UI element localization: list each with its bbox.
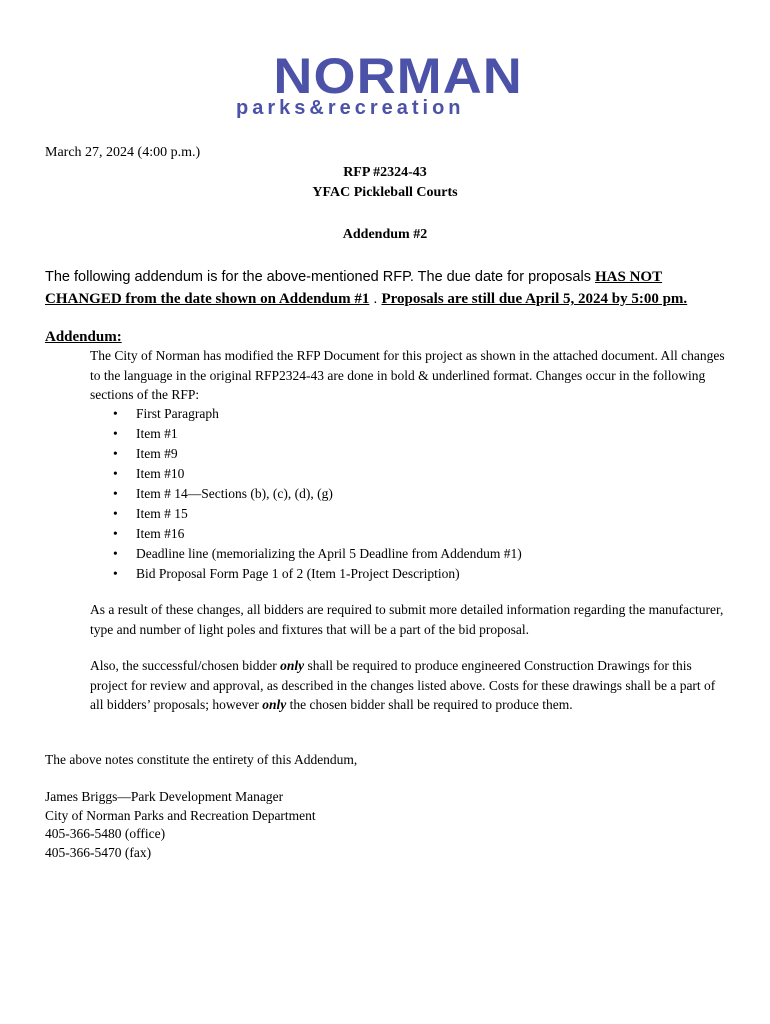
list-item: • Item # 15 [113, 506, 188, 521]
intro-not-changed: HAS NOT CHANGED from the date shown on Addendum #1 [45, 269, 663, 307]
modified-paragraph: The City of Norman has modified the RFP Document for this project as shown in the attached document. All changes to the language in the original RFP2324-43 are done in bold & underlined format. Changes occur in the following sections of the RFP: [90, 348, 725, 402]
list-item: • First Paragraph [113, 406, 219, 421]
result-paragraph: As a result of these changes, all bidders are required to submit more detailed information regarding the manufacturer, type and number of light poles and fixtures that will be a part of the bid proposal. [90, 602, 724, 637]
document-date: March 27, 2024 (4:00 p.m.) [45, 145, 201, 160]
list-item: • Deadline line (memorializing the April 5 Deadline from Addendum #1) [113, 546, 522, 561]
list-item: • Item #16 [113, 526, 185, 541]
office-phone: 405-366-5480 (office) [45, 826, 166, 841]
intro-paragraph [45, 266, 735, 310]
closing-statement: The above notes constitute the entirety of this Addendum, [45, 752, 358, 767]
list-item: • Item #1 [113, 426, 178, 441]
fax-number: 405-366-5470 (fax) [45, 844, 152, 860]
addendum-heading: Addendum: [45, 329, 122, 345]
norman-parks-logo [234, 48, 538, 119]
emphasis-only: only [262, 697, 287, 712]
list-item: • Bid Proposal Form Page 1 of 2 (Item 1-Project Description) [113, 566, 460, 581]
project-title: YFAC Pickleball Courts [312, 185, 458, 200]
signature-block [45, 788, 316, 862]
logo-subtitle: parks&recreation [236, 97, 465, 119]
intro-due-date: Proposals are still due April 5, 2024 by 5:00 pm. [381, 291, 688, 307]
intro-separator: . [369, 291, 382, 307]
logo-wordmark: NORMAN [273, 48, 523, 104]
rfp-number: RFP #2324-43 [343, 165, 427, 180]
emphasis-only: only [280, 658, 305, 673]
signer-department: City of Norman Parks and Recreation Department [45, 807, 316, 823]
also-paragraph: Also, the successful/chosen bidder only shall be required to produce engineered Construction Drawings for this project for review and approval, as described in the changes listed above. Costs for these drawings shall be a part of all bidders’ proposals; however only the chosen bidder shall be required to produce them. [90, 658, 716, 712]
list-item: • Item #9 [113, 446, 178, 461]
list-item: • Item # 14—Sections (b), (c), (d), (g) [113, 486, 333, 501]
addendum-title: Addendum #2 [342, 227, 428, 242]
list-item: • Item #10 [113, 466, 185, 481]
signer-name: James Briggs—Park Development Manager [45, 789, 284, 804]
changed-sections-list [113, 404, 522, 584]
intro-text: The following addendum is for the above-mentioned RFP. The due date for proposals [45, 269, 595, 285]
